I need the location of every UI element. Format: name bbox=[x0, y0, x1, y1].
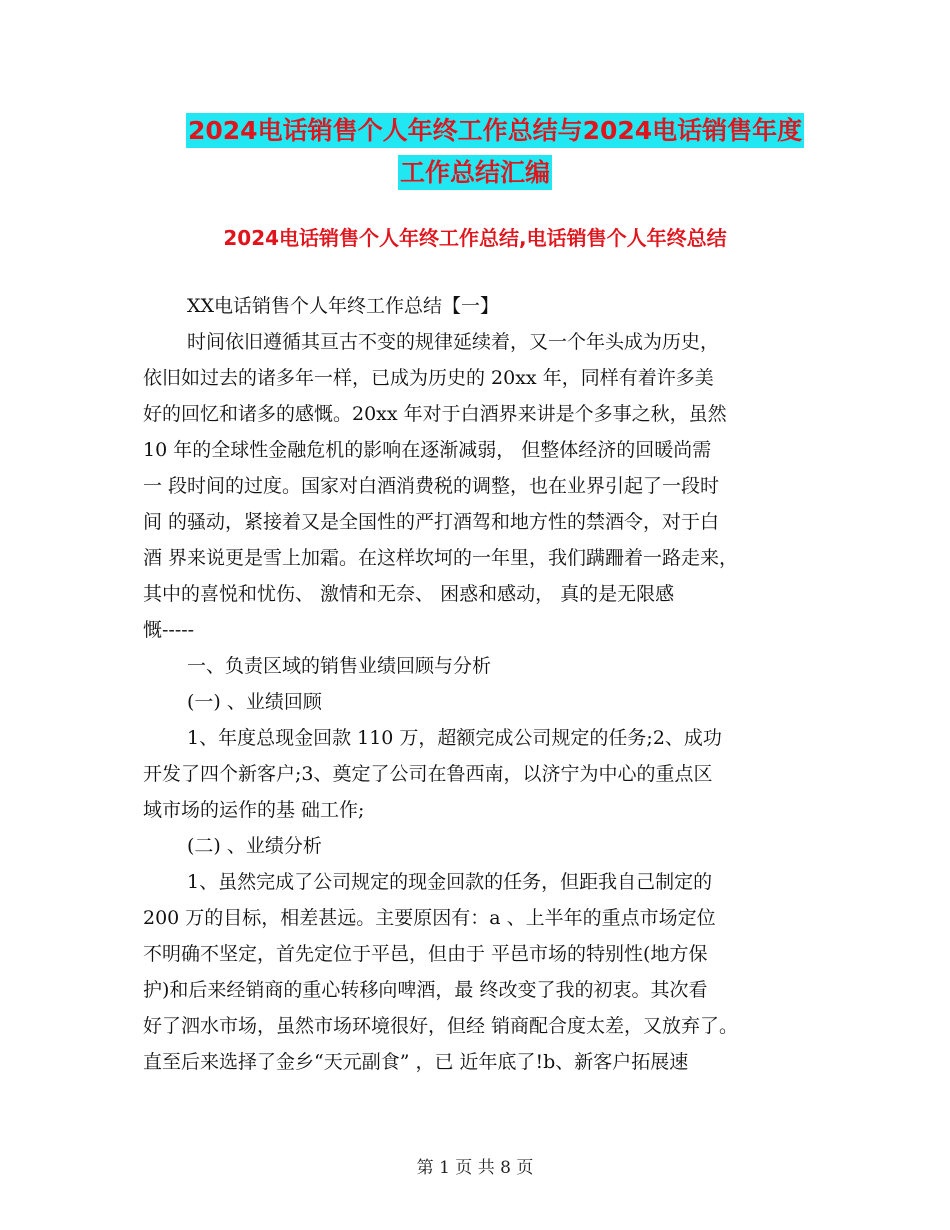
page-footer: 第 1 页 共 8 页 bbox=[416, 1158, 534, 1178]
body-line: 好了泗水市场，虽然市场环境很好，但经 销商配合度太差，又放弃了。 bbox=[143, 1015, 739, 1037]
body-line: 酒 界来说更是雪上加霜。在这样坎坷的一年里，我们蹒跚着一路走来， bbox=[143, 547, 739, 569]
title-line-1: 2024电话销售个人年终工作总结与2024电话销售年度 bbox=[186, 113, 804, 148]
body-line: 间 的骚动，紧接着又是全国性的严打酒驾和地方性的禁酒令，对于白 bbox=[143, 511, 720, 533]
title-line-2: 工作总结汇编 bbox=[398, 155, 552, 190]
section-heading: 一、负责区域的销售业绩回顾与分析 bbox=[187, 655, 492, 677]
body-line: 慨----- bbox=[143, 619, 195, 641]
body-line: 护)和后来经销商的重心转移向啤酒，最 终改变了我的初衷。其次看 bbox=[143, 979, 708, 1001]
body-line: 其中的喜悦和忧伤、 激情和无奈、 困惑和感动， 真的是无限感 bbox=[143, 583, 675, 605]
body-line: 一 段时间的过度。国家对白酒消费税的调整，也在业界引起了一段时 bbox=[143, 475, 720, 497]
subsection-heading: (一) 、业绩回顾 bbox=[187, 691, 322, 713]
body-line: 好的回忆和诸多的感慨。20xx 年对于白酒界来讲是个多事之秋，虽然 bbox=[143, 403, 727, 425]
body-line: 直至后来选择了金乡“天元副食” ，已 近年底了!b、新客户拓展速 bbox=[143, 1051, 689, 1073]
body-line: 10 年的全球性金融危机的影响在逐渐减弱， 但整体经济的回暖尚需 bbox=[143, 439, 712, 461]
body-line: 域市场的运作的基 础工作; bbox=[143, 799, 365, 821]
paragraph-heading: XX电话销售个人年终工作总结【一】 bbox=[187, 295, 500, 317]
section-subtitle: 2024电话销售个人年终工作总结,电话销售个人年终总结 bbox=[223, 226, 727, 250]
body-line: 依旧如过去的诸多年一样，已成为历史的 20xx 年，同样有着许多美 bbox=[143, 367, 714, 389]
subsection-heading: (二) 、业绩分析 bbox=[187, 835, 322, 857]
document-body bbox=[143, 288, 823, 1080]
body-line: 200 万的目标，相差甚远。主要原因有：a 、上半年的重点市场定位 bbox=[143, 907, 716, 929]
body-line: 1、年度总现金回款 110 万，超额完成公司规定的任务;2、成功 bbox=[187, 727, 722, 749]
body-line: 开发了四个新客户;3、奠定了公司在鲁西南，以济宁为中心的重点区 bbox=[143, 763, 713, 785]
body-line: 时间依旧遵循其亘古不变的规律延续着，又一个年头成为历史， bbox=[187, 331, 720, 353]
body-line: 1、虽然完成了公司规定的现金回款的任务，但距我自己制定的 bbox=[187, 871, 713, 893]
body-line: 不明确不坚定，首先定位于平邑，但由于 平邑市场的特别性(地方保 bbox=[143, 943, 708, 965]
